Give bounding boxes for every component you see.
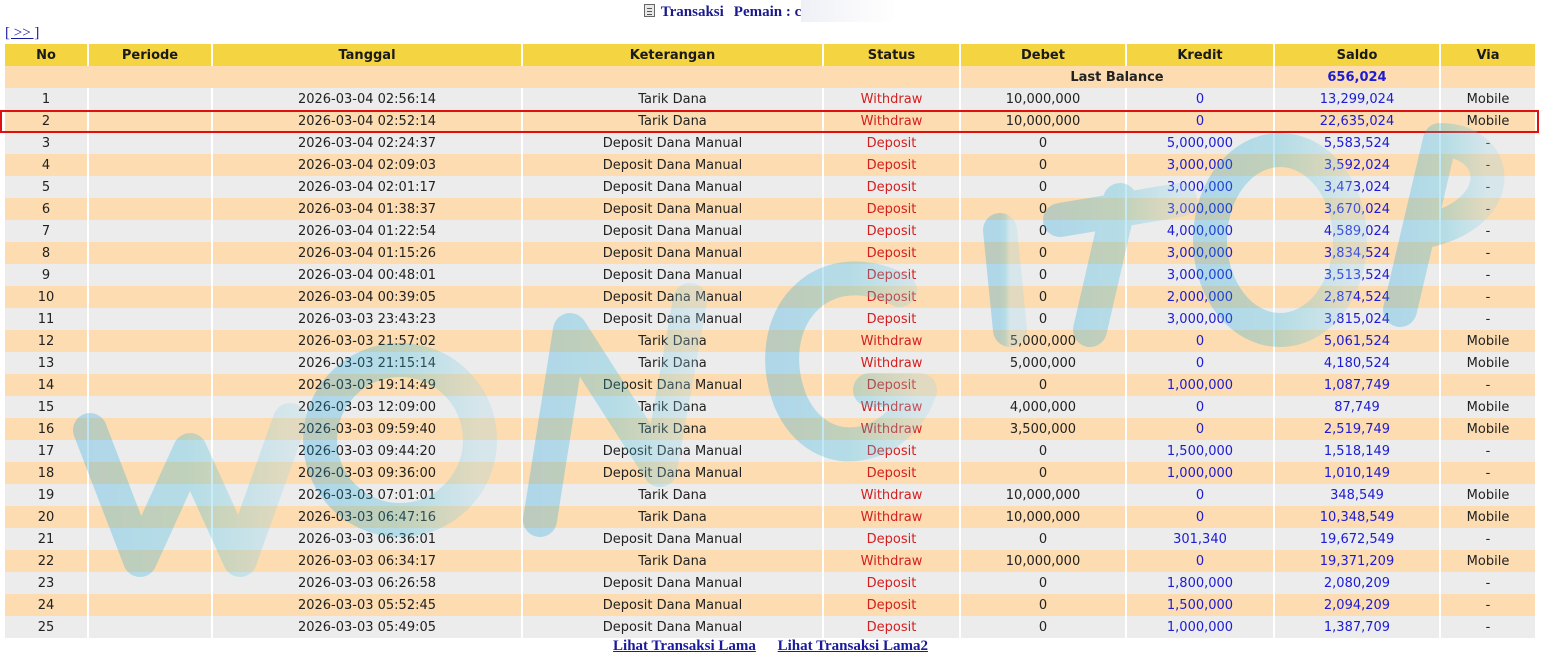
cell-no: 7 [5, 220, 87, 242]
cell-keterangan: Tarik Dana [523, 352, 822, 374]
cell-kredit: 3,000,000 [1127, 308, 1273, 330]
cell-saldo: 1,387,709 [1275, 616, 1439, 638]
cell-via: - [1441, 528, 1535, 550]
cell-via: - [1441, 440, 1535, 462]
table-row [5, 154, 1535, 176]
table-row [5, 396, 1535, 418]
table-row [5, 506, 1535, 528]
table-row [5, 132, 1535, 154]
col-keterangan: Keterangan [523, 44, 822, 66]
table-row [5, 572, 1535, 594]
cell-debet: 0 [961, 594, 1125, 616]
col-status: Status [824, 44, 959, 66]
cell-keterangan: Tarik Dana [523, 484, 822, 506]
cell-tanggal: 2026-03-03 06:36:01 [213, 528, 521, 550]
cell-status: Withdraw [824, 396, 959, 418]
cell-keterangan: Deposit Dana Manual [523, 308, 822, 330]
cell-keterangan: Tarik Dana [523, 396, 822, 418]
cell-periode [89, 506, 211, 528]
cell-no: 24 [5, 594, 87, 616]
table-row [5, 484, 1535, 506]
cell-debet: 10,000,000 [961, 484, 1125, 506]
cell-no: 1 [5, 88, 87, 110]
cell-kredit: 1,000,000 [1127, 616, 1273, 638]
cell-debet: 0 [961, 308, 1125, 330]
cell-kredit: 301,340 [1127, 528, 1273, 550]
cell-tanggal: 2026-03-03 09:59:40 [213, 418, 521, 440]
cell-status: Deposit [824, 264, 959, 286]
cell-status: Withdraw [824, 484, 959, 506]
cell-debet: 0 [961, 374, 1125, 396]
cell-kredit: 5,000,000 [1127, 132, 1273, 154]
col-periode: Periode [89, 44, 211, 66]
table-row [5, 242, 1535, 264]
cell-tanggal: 2026-03-03 06:47:16 [213, 506, 521, 528]
cell-tanggal: 2026-03-03 06:26:58 [213, 572, 521, 594]
cell-no: 13 [5, 352, 87, 374]
table-row [5, 418, 1535, 440]
last-balance-row [5, 66, 1535, 88]
cell-saldo: 19,672,549 [1275, 528, 1439, 550]
cell-debet: 4,000,000 [961, 396, 1125, 418]
redacted-player-name [801, 0, 897, 22]
cell-tanggal: 2026-03-04 02:09:03 [213, 154, 521, 176]
cell-periode [89, 154, 211, 176]
cell-status: Deposit [824, 528, 959, 550]
cell-via: Mobile [1441, 484, 1535, 506]
cell-debet: 10,000,000 [961, 550, 1125, 572]
cell-status: Withdraw [824, 550, 959, 572]
cell-periode [89, 418, 211, 440]
cell-no: 5 [5, 176, 87, 198]
cell-saldo: 2,519,749 [1275, 418, 1439, 440]
cell-debet: 0 [961, 176, 1125, 198]
next-page-link[interactable]: [ >> ] [5, 25, 40, 41]
old-transactions-2-link[interactable]: Lihat Transaksi Lama2 [777, 638, 928, 654]
cell-no: 6 [5, 198, 87, 220]
cell-tanggal: 2026-03-03 07:01:01 [213, 484, 521, 506]
cell-tanggal: 2026-03-04 02:24:37 [213, 132, 521, 154]
table-row [5, 462, 1535, 484]
cell-periode [89, 110, 211, 132]
cell-periode [89, 550, 211, 572]
cell-periode [89, 616, 211, 638]
cell-kredit: 4,000,000 [1127, 220, 1273, 242]
cell-no: 10 [5, 286, 87, 308]
cell-periode [89, 528, 211, 550]
cell-tanggal: 2026-03-03 21:57:02 [213, 330, 521, 352]
page-title [0, 0, 1541, 24]
cell-status: Deposit [824, 308, 959, 330]
cell-saldo: 3,815,024 [1275, 308, 1439, 330]
cell-via: - [1441, 572, 1535, 594]
cell-debet: 0 [961, 220, 1125, 242]
cell-kredit: 3,000,000 [1127, 198, 1273, 220]
cell-kredit: 0 [1127, 550, 1273, 572]
cell-via: - [1441, 264, 1535, 286]
cell-saldo: 2,094,209 [1275, 594, 1439, 616]
cell-via: - [1441, 242, 1535, 264]
cell-keterangan: Tarik Dana [523, 550, 822, 572]
cell-no: 3 [5, 132, 87, 154]
player-label: Pemain : c [733, 4, 802, 20]
cell-debet: 0 [961, 198, 1125, 220]
cell-tanggal: 2026-03-04 00:39:05 [213, 286, 521, 308]
cell-debet: 0 [961, 286, 1125, 308]
table-row [5, 440, 1535, 462]
cell-keterangan: Deposit Dana Manual [523, 440, 822, 462]
col-saldo: Saldo [1275, 44, 1439, 66]
cell-keterangan: Deposit Dana Manual [523, 242, 822, 264]
cell-kredit: 0 [1127, 352, 1273, 374]
cell-no: 8 [5, 242, 87, 264]
cell-saldo: 3,473,024 [1275, 176, 1439, 198]
table-row [5, 176, 1535, 198]
cell-via: - [1441, 198, 1535, 220]
cell-tanggal: 2026-03-03 06:34:17 [213, 550, 521, 572]
cell-status: Deposit [824, 594, 959, 616]
footer-links [0, 638, 1541, 655]
cell-no: 20 [5, 506, 87, 528]
cell-debet: 10,000,000 [961, 110, 1125, 132]
cell-no: 9 [5, 264, 87, 286]
cell-kredit: 0 [1127, 418, 1273, 440]
cell-tanggal: 2026-03-03 21:15:14 [213, 352, 521, 374]
cell-periode [89, 132, 211, 154]
cell-periode [89, 462, 211, 484]
cell-saldo: 2,080,209 [1275, 572, 1439, 594]
cell-tanggal: 2026-03-04 00:48:01 [213, 264, 521, 286]
cell-status: Deposit [824, 154, 959, 176]
cell-debet: 0 [961, 440, 1125, 462]
cell-saldo: 13,299,024 [1275, 88, 1439, 110]
table-row [5, 616, 1535, 638]
cell-debet: 0 [961, 528, 1125, 550]
cell-via: - [1441, 308, 1535, 330]
cell-no: 17 [5, 440, 87, 462]
cell-status: Withdraw [824, 418, 959, 440]
cell-kredit: 3,000,000 [1127, 176, 1273, 198]
cell-keterangan: Deposit Dana Manual [523, 132, 822, 154]
table-row [5, 352, 1535, 374]
cell-debet: 0 [961, 572, 1125, 594]
cell-saldo: 10,348,549 [1275, 506, 1439, 528]
cell-via: - [1441, 220, 1535, 242]
cell-saldo: 1,010,149 [1275, 462, 1439, 484]
cell-status: Deposit [824, 572, 959, 594]
cell-keterangan: Deposit Dana Manual [523, 594, 822, 616]
cell-tanggal: 2026-03-04 01:38:37 [213, 198, 521, 220]
cell-debet: 0 [961, 242, 1125, 264]
cell-keterangan: Deposit Dana Manual [523, 198, 822, 220]
cell-kredit: 2,000,000 [1127, 286, 1273, 308]
cell-keterangan: Deposit Dana Manual [523, 616, 822, 638]
cell-no: 19 [5, 484, 87, 506]
cell-status: Deposit [824, 616, 959, 638]
cell-status: Withdraw [824, 88, 959, 110]
col-no: No [5, 44, 87, 66]
col-kredit: Kredit [1127, 44, 1273, 66]
cell-kredit: 3,000,000 [1127, 242, 1273, 264]
cell-keterangan: Tarik Dana [523, 418, 822, 440]
cell-debet: 0 [961, 154, 1125, 176]
cell-saldo: 22,635,024 [1275, 110, 1439, 132]
cell-kredit: 1,800,000 [1127, 572, 1273, 594]
cell-debet: 3,500,000 [961, 418, 1125, 440]
cell-keterangan: Deposit Dana Manual [523, 154, 822, 176]
document-icon [644, 4, 655, 17]
cell-via: Mobile [1441, 506, 1535, 528]
cell-status: Deposit [824, 198, 959, 220]
cell-debet: 5,000,000 [961, 352, 1125, 374]
cell-debet: 0 [961, 264, 1125, 286]
cell-saldo: 3,513,524 [1275, 264, 1439, 286]
cell-tanggal: 2026-03-03 09:44:20 [213, 440, 521, 462]
cell-debet: 0 [961, 462, 1125, 484]
cell-keterangan: Deposit Dana Manual [523, 374, 822, 396]
cell-kredit: 0 [1127, 330, 1273, 352]
table-row [5, 88, 1535, 110]
cell-periode [89, 330, 211, 352]
cell-status: Deposit [824, 176, 959, 198]
cell-saldo: 4,589,024 [1275, 220, 1439, 242]
cell-status: Withdraw [824, 330, 959, 352]
cell-debet: 0 [961, 132, 1125, 154]
cell-keterangan: Tarik Dana [523, 88, 822, 110]
cell-saldo: 3,834,524 [1275, 242, 1439, 264]
cell-keterangan: Deposit Dana Manual [523, 572, 822, 594]
cell-kredit: 0 [1127, 110, 1273, 132]
cell-tanggal: 2026-03-04 01:22:54 [213, 220, 521, 242]
cell-status: Withdraw [824, 506, 959, 528]
cell-no: 12 [5, 330, 87, 352]
table-row [5, 330, 1535, 352]
cell-kredit: 1,500,000 [1127, 594, 1273, 616]
cell-no: 25 [5, 616, 87, 638]
table-row [5, 286, 1535, 308]
last-balance-via [1441, 66, 1535, 88]
cell-tanggal: 2026-03-03 19:14:49 [213, 374, 521, 396]
cell-periode [89, 308, 211, 330]
cell-kredit: 1,000,000 [1127, 374, 1273, 396]
cell-tanggal: 2026-03-03 09:36:00 [213, 462, 521, 484]
cell-periode [89, 484, 211, 506]
last-balance-spacer [5, 66, 959, 88]
last-balance-value: 656,024 [1275, 66, 1439, 88]
cell-via: - [1441, 154, 1535, 176]
cell-kredit: 0 [1127, 396, 1273, 418]
cell-debet: 0 [961, 616, 1125, 638]
cell-no: 2 [5, 110, 87, 132]
cell-kredit: 0 [1127, 88, 1273, 110]
cell-no: 22 [5, 550, 87, 572]
cell-via: Mobile [1441, 88, 1535, 110]
title-label: Transaksi [660, 4, 724, 20]
cell-tanggal: 2026-03-03 12:09:00 [213, 396, 521, 418]
cell-status: Deposit [824, 286, 959, 308]
cell-periode [89, 264, 211, 286]
cell-no: 11 [5, 308, 87, 330]
cell-via: Mobile [1441, 110, 1535, 132]
col-tanggal: Tanggal [213, 44, 521, 66]
cell-via: - [1441, 176, 1535, 198]
cell-saldo: 5,583,524 [1275, 132, 1439, 154]
cell-keterangan: Tarik Dana [523, 330, 822, 352]
cell-periode [89, 572, 211, 594]
cell-periode [89, 198, 211, 220]
cell-periode [89, 352, 211, 374]
table-row [5, 594, 1535, 616]
cell-status: Deposit [824, 242, 959, 264]
cell-via: Mobile [1441, 396, 1535, 418]
cell-tanggal: 2026-03-04 02:52:14 [213, 110, 521, 132]
cell-saldo: 3,670,024 [1275, 198, 1439, 220]
cell-status: Deposit [824, 220, 959, 242]
cell-periode [89, 440, 211, 462]
cell-status: Withdraw [824, 110, 959, 132]
cell-periode [89, 286, 211, 308]
cell-status: Withdraw [824, 352, 959, 374]
cell-saldo: 5,061,524 [1275, 330, 1439, 352]
cell-saldo: 1,518,149 [1275, 440, 1439, 462]
cell-tanggal: 2026-03-03 05:52:45 [213, 594, 521, 616]
cell-tanggal: 2026-03-04 02:01:17 [213, 176, 521, 198]
cell-debet: 10,000,000 [961, 88, 1125, 110]
table-row [5, 198, 1535, 220]
cell-via: - [1441, 594, 1535, 616]
cell-saldo: 19,371,209 [1275, 550, 1439, 572]
cell-saldo: 2,874,524 [1275, 286, 1439, 308]
cell-tanggal: 2026-03-04 01:15:26 [213, 242, 521, 264]
cell-status: Deposit [824, 440, 959, 462]
cell-saldo: 87,749 [1275, 396, 1439, 418]
cell-status: Deposit [824, 132, 959, 154]
cell-kredit: 3,000,000 [1127, 264, 1273, 286]
cell-no: 18 [5, 462, 87, 484]
cell-no: 16 [5, 418, 87, 440]
col-via: Via [1441, 44, 1535, 66]
cell-saldo: 3,592,024 [1275, 154, 1439, 176]
cell-periode [89, 374, 211, 396]
table-header-row [5, 44, 1535, 66]
cell-saldo: 1,087,749 [1275, 374, 1439, 396]
cell-via: - [1441, 132, 1535, 154]
last-balance-label: Last Balance [961, 66, 1273, 88]
table-row [5, 374, 1535, 396]
cell-keterangan: Deposit Dana Manual [523, 176, 822, 198]
cell-kredit: 1,000,000 [1127, 462, 1273, 484]
cell-kredit: 1,500,000 [1127, 440, 1273, 462]
table-row [5, 550, 1535, 572]
cell-debet: 5,000,000 [961, 330, 1125, 352]
cell-no: 4 [5, 154, 87, 176]
cell-keterangan: Deposit Dana Manual [523, 462, 822, 484]
cell-debet: 10,000,000 [961, 506, 1125, 528]
cell-keterangan: Deposit Dana Manual [523, 220, 822, 242]
cell-saldo: 348,549 [1275, 484, 1439, 506]
cell-periode [89, 176, 211, 198]
cell-kredit: 0 [1127, 484, 1273, 506]
cell-periode [89, 396, 211, 418]
table-row [5, 528, 1535, 550]
cell-via: - [1441, 286, 1535, 308]
cell-via: - [1441, 616, 1535, 638]
table-row [5, 220, 1535, 242]
cell-tanggal: 2026-03-03 05:49:05 [213, 616, 521, 638]
cell-keterangan: Deposit Dana Manual [523, 528, 822, 550]
col-debet: Debet [961, 44, 1125, 66]
table-row [5, 110, 1535, 132]
cell-keterangan: Tarik Dana [523, 506, 822, 528]
table-row [5, 264, 1535, 286]
cell-via: Mobile [1441, 330, 1535, 352]
cell-periode [89, 88, 211, 110]
cell-kredit: 3,000,000 [1127, 154, 1273, 176]
cell-no: 23 [5, 572, 87, 594]
cell-keterangan: Deposit Dana Manual [523, 264, 822, 286]
cell-periode [89, 242, 211, 264]
cell-tanggal: 2026-03-04 02:56:14 [213, 88, 521, 110]
cell-saldo: 4,180,524 [1275, 352, 1439, 374]
cell-keterangan: Deposit Dana Manual [523, 286, 822, 308]
cell-kredit: 0 [1127, 506, 1273, 528]
cell-status: Deposit [824, 374, 959, 396]
cell-via: Mobile [1441, 352, 1535, 374]
cell-via: Mobile [1441, 550, 1535, 572]
transactions-table [3, 44, 1537, 638]
cell-via: - [1441, 374, 1535, 396]
cell-keterangan: Tarik Dana [523, 110, 822, 132]
cell-via: Mobile [1441, 418, 1535, 440]
cell-via: - [1441, 462, 1535, 484]
cell-no: 15 [5, 396, 87, 418]
old-transactions-link[interactable]: Lihat Transaksi Lama [613, 638, 756, 654]
cell-no: 21 [5, 528, 87, 550]
cell-status: Deposit [824, 462, 959, 484]
cell-periode [89, 220, 211, 242]
cell-tanggal: 2026-03-03 23:43:23 [213, 308, 521, 330]
table-row [5, 308, 1535, 330]
cell-no: 14 [5, 374, 87, 396]
cell-periode [89, 594, 211, 616]
